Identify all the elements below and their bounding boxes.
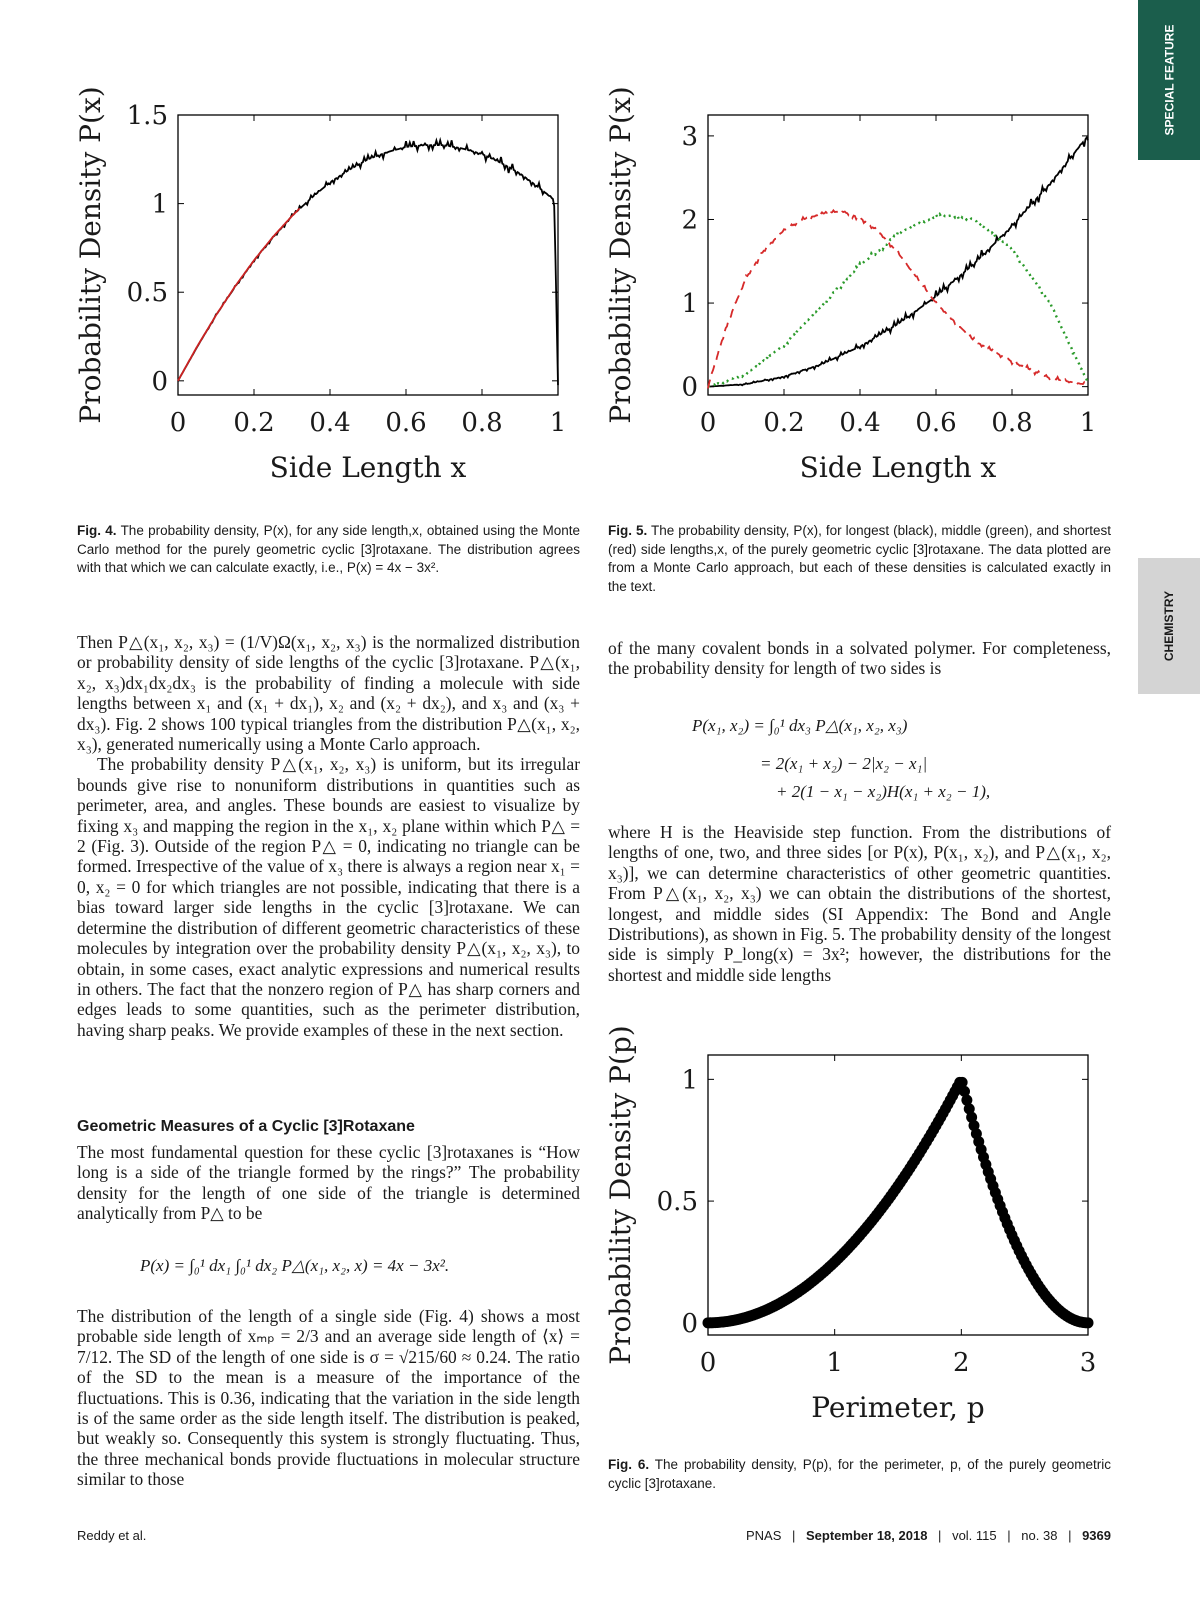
fig4-series-line	[178, 140, 558, 385]
fig5-xtick-label: 0.6	[915, 408, 957, 438]
fig6-ytick-label: 1	[681, 1065, 698, 1096]
right-column-lower	[608, 822, 1111, 985]
footer-number: no. 38	[1021, 1528, 1058, 1543]
left-column-bottom	[77, 1306, 580, 1490]
fig4-xtick-label: 0.8	[461, 408, 503, 438]
left-column-upper	[77, 632, 580, 1040]
fig5-caption-text: The probability density, P(x), for longest (black), middle (green), and shortest (red) side lengths,x, of the purely geometric cyclic [3]rotaxane. The data plotted are from a Monte Carlo approach, but each of these densities is calculated exactly in the text.	[608, 523, 1111, 594]
footer-separator-3: |	[1007, 1528, 1011, 1543]
fig6-caption-label: Fig. 6.	[608, 1457, 650, 1472]
fig4-caption-text: The probability density, P(x), for any side length,x, obtained using the Monte Carlo method for the purely geometric cyclic [3]rotaxane. The distribution agrees with that which we can calculate exactly, i.e., P(x) = 4x − 3x².	[77, 523, 580, 575]
fig5-series-line	[708, 138, 1088, 387]
footer-volume: vol. 115	[952, 1528, 997, 1543]
fig5-ylabel: Probability Density P(x)	[604, 86, 637, 424]
equation-single-side: P(x) = ∫₀¹ dx₁ ∫₀¹ dx₂ P△(x₁, x₂, x) = 4x − 3x².	[140, 1256, 450, 1275]
fig6-caption-text: The probability density, P(p), for the perimeter, p, of the purely geometric cyclic [3]rotaxane.	[608, 1457, 1111, 1491]
fig6-xtick-label: 0	[699, 1348, 717, 1378]
left-paragraph-2: The probability density P△(x₁, x₂, x₃) is uniform, but its irregular bounds give rise to nonuniform distributions in quantities such as perimeter, area, and angles. These bounds are easiest to visualize by fixing x₃ and mapping the region in the x₁, x₂ plane within which P△ = 2 (Fig. 3). Outside of the region P△ = 0, indicating no triangle can be formed. Irrespective of the value of x₃ there is always a region near x₁ = 0, x₂ = 0 for which triangles are not possible, indicating that there is a bias toward larger side lengths in the cyclic [3]rotaxane. We can determine the distribution of different geometric characteristics of these molecules by integration over the probability density P△(x₁, x₂, x₃), to obtain, in some cases, exact analytic expressions and numerical results in others. The fact that the nonzero region of P△ has sharp corners and edges leads to some quantities, such as the perimeter distribution, having sharp peaks. We provide examples of these in the next section.	[77, 754, 580, 1040]
fig5-series-line	[708, 214, 1088, 386]
fig6-xtick-label: 3	[1079, 1348, 1097, 1378]
fig5-chart	[590, 86, 1130, 510]
fig4-ytick-label: 0	[151, 366, 168, 397]
fig5-xlabel: Side Length x	[799, 451, 997, 484]
special-feature-label: SPECIAL FEATURE	[1162, 24, 1176, 136]
fig5-ytick-label: 1	[681, 289, 698, 320]
fig6-chart	[590, 1025, 1130, 1450]
fig6-ytick-label: 0	[681, 1308, 698, 1339]
equation-two-sides-line1: P(x₁, x₂) = ∫₀¹ dx₃ P△(x₁, x₂, x₃)	[692, 716, 908, 735]
fig4-caption-label: Fig. 4.	[77, 523, 117, 538]
footer-authors: Reddy et al.	[77, 1528, 147, 1543]
chemistry-label: CHEMISTRY	[1162, 590, 1177, 662]
fig5-xtick-label: 1	[1079, 408, 1097, 438]
fig5-plot-frame	[708, 115, 1088, 395]
fig5-xtick-label: 0.8	[991, 408, 1033, 438]
fig6-xlabel: Perimeter, p	[811, 1391, 985, 1424]
fig5-ytick-label: 2	[681, 205, 698, 236]
fig6-xtick-label: 2	[953, 1348, 970, 1378]
fig4-caption	[77, 522, 580, 578]
footer-separator-1: |	[792, 1528, 796, 1543]
fig4-xtick-label: 0.6	[385, 408, 427, 438]
fig5-xtick-label: 0.2	[763, 408, 805, 438]
special-feature-tab	[1138, 0, 1200, 160]
footer-date: September 18, 2018	[806, 1528, 928, 1543]
equation-two-sides-line2: = 2(x₁ + x₂) − 2|x₂ − x₁|	[760, 754, 928, 773]
section-heading: Geometric Measures of a Cyclic [3]Rotaxane	[77, 1118, 415, 1135]
fig5-xtick-label: 0.4	[839, 408, 881, 438]
left-paragraph-1: Then P△(x₁, x₂, x₃) = (1/V)Ω(x₁, x₂, x₃) is the normalized distribution or probability density of side lengths of the cyclic [3]rotaxane. P△(x₁, x₂, x₃)dx₁dx₂dx₃ is the probability of finding a molecule with side lengths between x₁ and (x₁ + dx₁), x₂ and (x₂ + dx₂), and x₃ and (x₃ + dx₃). Fig. 2 shows 100 typical triangles from the distribution P△(x₁, x₂, x₃), generated numerically using a Monte Carlo approach.	[77, 632, 580, 755]
footer-page: 9369	[1082, 1528, 1111, 1543]
fig6-data-point	[1083, 1317, 1094, 1328]
right-paragraph-2: where H is the Heaviside step function. From the distributions of lengths of one, two, and three sides [or P(x), P(x₁, x₂), and P△(x₁, x₂, x₃)], we can determine characteristics of other geometric quantities. From P△(x₁, x₂, x₃) we can obtain the distributions of the shortest, longest, and middle sides (SI Appendix: The Bond and Angle Distributions), as shown in Fig. 5. The probability density of the longest side is simply P_long(x) = 3x²; however, the distributions for the shortest and middle side lengths	[608, 822, 1111, 985]
right-column-upper	[608, 638, 1111, 679]
fig6-ytick-label: 0.5	[656, 1187, 698, 1218]
fig4-series-line	[178, 208, 300, 380]
fig5-ytick-label: 3	[681, 121, 698, 152]
chemistry-tab	[1138, 558, 1200, 694]
footer-journal-info	[720, 1528, 1111, 1543]
fig4-xtick-label: 1	[549, 408, 567, 438]
fig4-xtick-label: 0.2	[233, 408, 275, 438]
fig5-ytick-label: 0	[681, 372, 698, 403]
fig5-caption-label: Fig. 5.	[608, 523, 648, 538]
fig4-xtick-label: 0	[169, 408, 187, 438]
fig6-caption	[608, 1456, 1111, 1493]
left-column-lower	[77, 1142, 580, 1224]
right-paragraph-1: of the many covalent bonds in a solvated polymer. For completeness, the probability density for length of two sides is	[608, 638, 1111, 679]
fig4-chart	[60, 86, 600, 510]
fig4-ytick-label: 1.5	[126, 101, 168, 131]
fig4-xtick-label: 0.4	[309, 408, 351, 438]
fig5-caption	[608, 522, 1111, 596]
left-paragraph-4: The distribution of the length of a single side (Fig. 4) shows a most probable side length of xₘₚ = 2/3 and an average side length of ⟨x⟩ = 7/12. The SD of the length of one side is σ = √215/60 ≈ 0.24. The ratio of the SD to the mean is a measure of the importance of the fluctuations. This is 0.36, indicating that the variation in the side length is of the same order as the side length itself. The distribution is peaked, but weakly so. Consequently this system is strongly fluctuating. Thus, the three mechanical bonds provide fluctuations in molecular structure similar to those	[77, 1306, 580, 1490]
fig4-ytick-label: 0.5	[126, 278, 168, 309]
footer-journal: PNAS	[745, 1528, 782, 1543]
fig5-xtick-label: 0	[699, 408, 717, 438]
footer-separator-4: |	[1068, 1528, 1072, 1543]
equation-two-sides-line3: + 2(1 − x₁ − x₂)H(x₁ + x₂ − 1),	[776, 782, 991, 801]
fig4-ylabel: Probability Density P(x)	[74, 86, 107, 424]
left-paragraph-3: The most fundamental question for these cyclic [3]rotaxanes is “How long is a side of the triangle formed by the rings?” The probability density for the length of one side of the triangle is determined analytically from P△ to be	[77, 1142, 580, 1224]
footer-separator-2: |	[938, 1528, 942, 1543]
fig6-ylabel: Probability Density P(p)	[604, 1025, 637, 1365]
fig6-xtick-label: 1	[826, 1348, 843, 1378]
fig4-ytick-label: 1	[151, 189, 168, 220]
fig4-xlabel: Side Length x	[269, 451, 467, 484]
fig5-series-line	[708, 210, 1088, 388]
